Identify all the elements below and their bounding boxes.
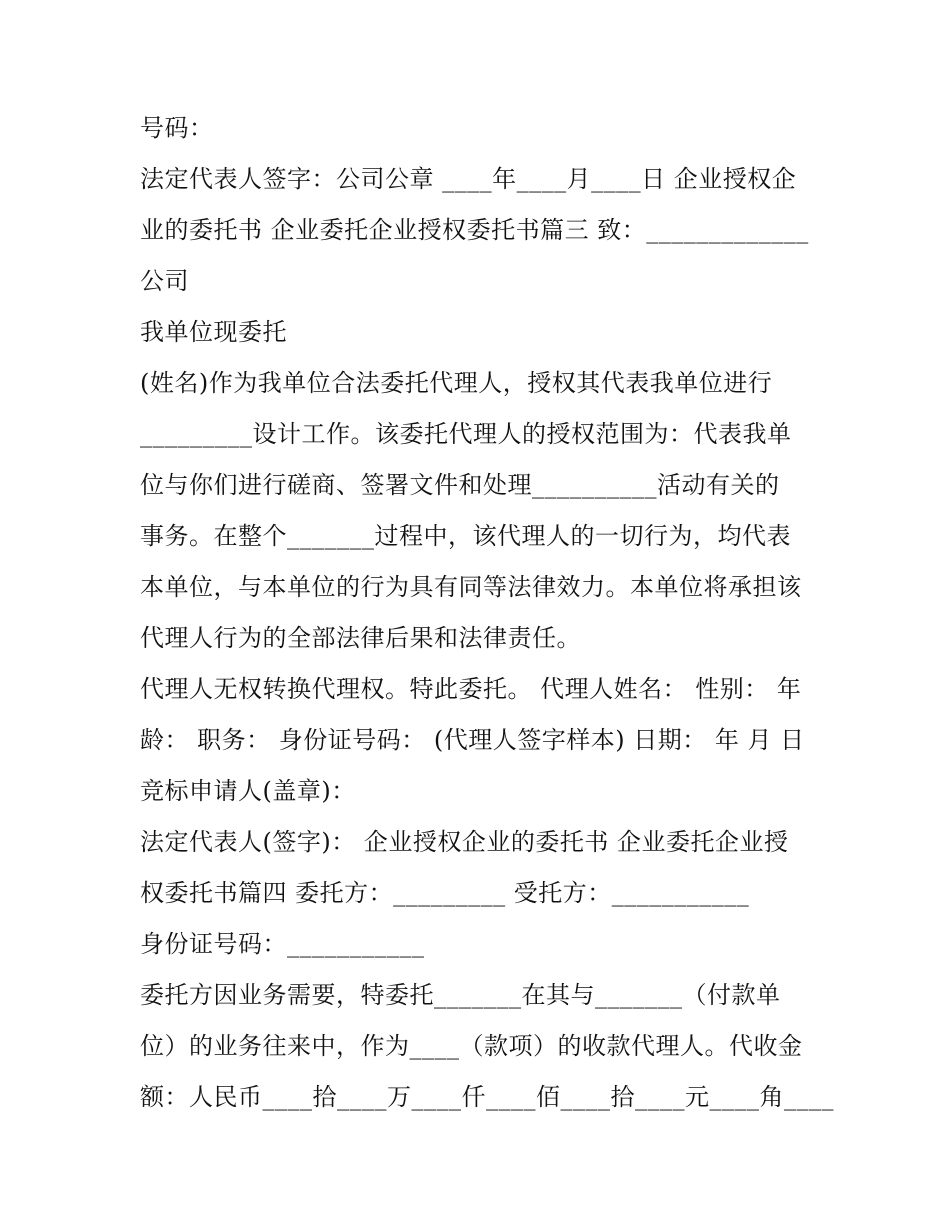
text-line: 法定代表人(签字)： 企业授权企业的委托书 企业委托企业授: [140, 828, 789, 856]
text-line: 业的委托书 企业委托企业授权委托书篇三 致：_____________: [140, 216, 809, 244]
text-line: 事务。在整个_______过程中，该代理人的一切行为，均代表: [140, 522, 791, 550]
text-line: 位与你们进行磋商、签署文件和处理__________活动有关的: [140, 471, 780, 499]
text-line: 我单位现委托: [140, 318, 287, 346]
text-line: 位）的业务往来中，作为____（款项）的收款代理人。代收金: [140, 1032, 803, 1060]
text-line: 龄： 职务： 身份证号码： (代理人签字样本) 日期： 年 月 日: [140, 726, 805, 754]
text-line: 代理人行为的全部法律后果和法律责任。: [140, 624, 581, 652]
text-line: 代理人无权转换代理权。特此委托。 代理人姓名： 性别： 年: [140, 675, 802, 703]
text-line: 委托方因业务需要，特委托_______在其与_______（付款单: [140, 981, 781, 1009]
text-line: 竞标申请人(盖章)：: [140, 777, 356, 805]
text-line: 公司: [140, 267, 189, 295]
text-line: 身份证号码：___________: [140, 930, 425, 958]
text-line: 号码：: [140, 114, 214, 142]
text-line: 本单位，与本单位的行为具有同等法律效力。本单位将承担该: [140, 573, 802, 601]
text-line: 权委托书篇四 委托方：_________ 受托方：___________: [140, 879, 750, 907]
text-line: (姓名)作为我单位合法委托代理人，授权其代表我单位进行: [140, 369, 773, 397]
text-line: 额：人民币____拾____万____仟____佰____拾____元____角____: [140, 1083, 834, 1111]
text-line: 法定代表人签字：公司公章 ____年____月____日 企业授权企: [140, 165, 797, 193]
text-line: _________设计工作。该委托代理人的授权范围为：代表我单: [140, 420, 792, 448]
